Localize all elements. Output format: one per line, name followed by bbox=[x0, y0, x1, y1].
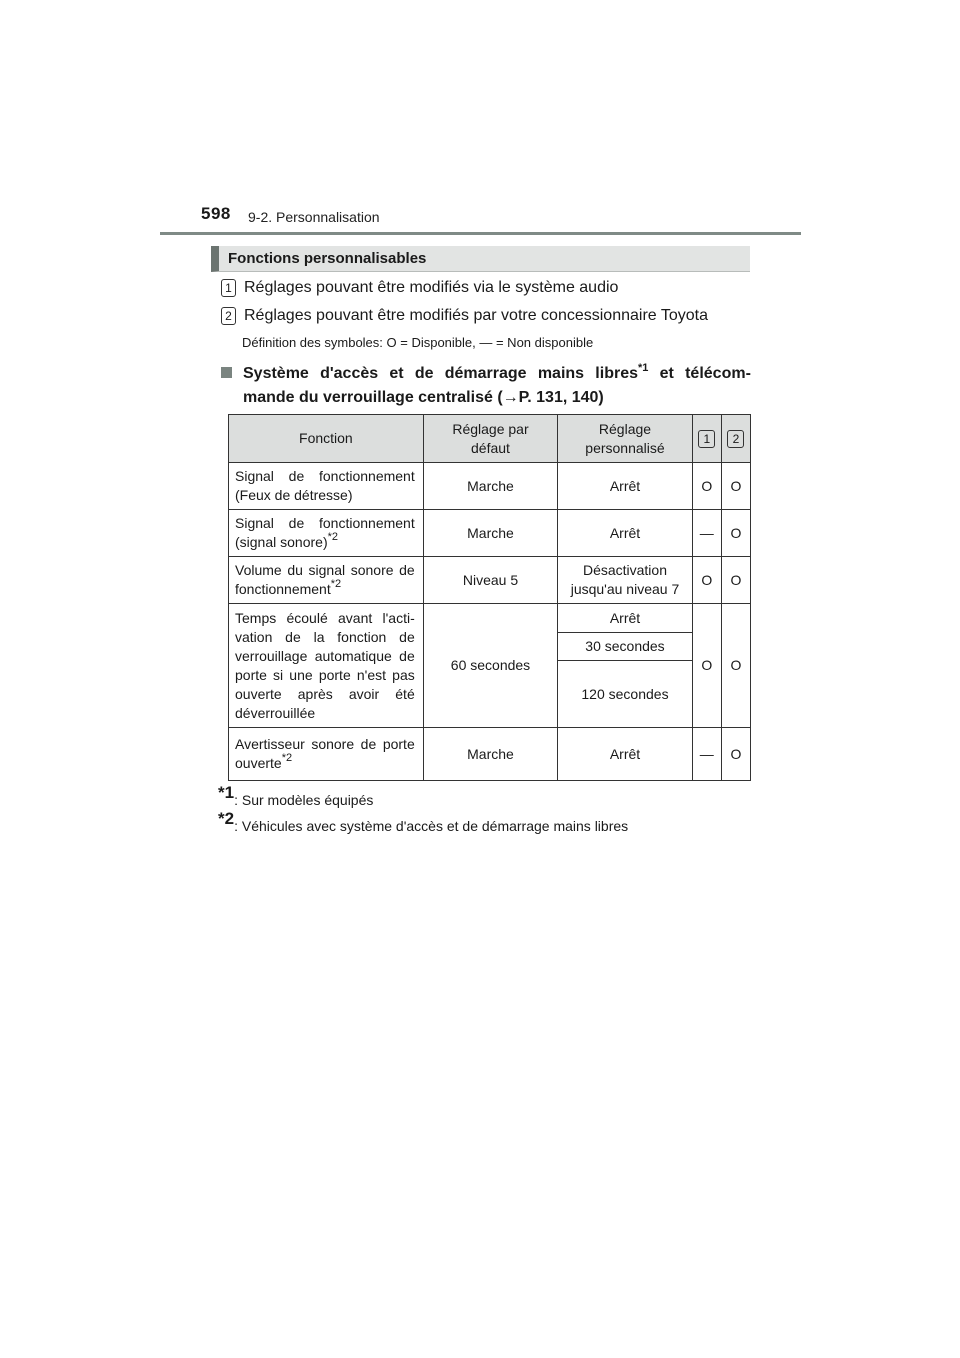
custom-cell: Arrêt bbox=[558, 510, 693, 557]
footnote-ref: *2 bbox=[327, 531, 339, 544]
custom-cell: 120 secondes bbox=[558, 661, 693, 728]
legend-text: Réglages pouvant être modifiés via le système audio bbox=[244, 279, 619, 296]
dealer-availability: O bbox=[721, 604, 750, 728]
audio-availability: O bbox=[692, 604, 721, 728]
footnote-mark: *2 bbox=[218, 809, 235, 829]
footnote-ref: *1 bbox=[637, 361, 649, 374]
number-2-icon: 2 bbox=[221, 307, 236, 325]
footnote-ref: *2 bbox=[281, 752, 293, 765]
table-row bbox=[229, 463, 751, 510]
default-cell: Marche bbox=[423, 728, 558, 781]
dealer-availability: O bbox=[721, 557, 750, 604]
subheading-line-2: mande du verrouillage centralisé (→P. 131, 140) bbox=[243, 389, 604, 406]
audio-availability: O bbox=[692, 557, 721, 604]
audio-availability: O bbox=[692, 463, 721, 510]
table-row bbox=[229, 510, 751, 557]
default-cell: Marche bbox=[423, 510, 558, 557]
number-2-icon: 2 bbox=[727, 430, 744, 448]
header-custom: Réglage personnalisé bbox=[558, 415, 693, 463]
header-audio-col bbox=[692, 415, 721, 463]
dealer-availability: O bbox=[721, 510, 750, 557]
legend-item-dealer bbox=[221, 307, 708, 325]
table-row bbox=[229, 557, 751, 604]
audio-availability: — bbox=[692, 728, 721, 781]
footnote-2: $^{*2}$: Véhicules avec système d'accès et de démarrage mains libres bbox=[218, 809, 629, 834]
legend-text: Réglages pouvant être modifiés par votre concessionnaire Toyota bbox=[244, 307, 708, 324]
default-cell: Marche bbox=[423, 463, 558, 510]
audio-availability: — bbox=[692, 510, 721, 557]
table-row bbox=[229, 728, 751, 781]
custom-cell: Arrêt bbox=[558, 463, 693, 510]
bullet-square-icon bbox=[221, 367, 232, 378]
table-header-row bbox=[229, 415, 751, 463]
symbols-definition: Définition des symboles: O = Disponible, — = Non disponible bbox=[242, 335, 594, 350]
header-default: Réglage par défaut bbox=[423, 415, 558, 463]
section-heading: Fonctions personnalisables bbox=[211, 246, 750, 272]
header-divider bbox=[160, 232, 801, 235]
default-cell: 60 secondes bbox=[423, 604, 558, 728]
section-title: 9-2. Personnalisation bbox=[248, 209, 380, 225]
page-number: 598 bbox=[201, 204, 231, 223]
footnote-ref: *2 bbox=[330, 578, 342, 591]
settings-table bbox=[228, 414, 751, 781]
legend-item-audio bbox=[221, 279, 618, 297]
custom-cell: Arrêt bbox=[558, 728, 693, 781]
table-row bbox=[229, 604, 751, 633]
function-cell: Signal de fonctionnement (Feux de détresse) bbox=[229, 463, 424, 510]
default-cell: Niveau 5 bbox=[423, 557, 558, 604]
dealer-availability: O bbox=[721, 728, 750, 781]
dealer-availability: O bbox=[721, 463, 750, 510]
custom-cell: Désactivation jusqu'au niveau 7 bbox=[558, 557, 693, 604]
function-cell: Volume du signal sonore de fonctionnement$^{*2}$ bbox=[229, 557, 424, 604]
header-dealer-col bbox=[721, 415, 750, 463]
function-cell: Temps écoulé avant l'acti-vation de la fonction de verrouillage automatique de porte si une porte n'est pas ouverte après avoir été déverrouillée bbox=[229, 604, 424, 728]
header-fonction: Fonction bbox=[229, 415, 424, 463]
number-1-icon: 1 bbox=[698, 430, 715, 448]
custom-cell: 30 secondes bbox=[558, 633, 693, 661]
footnote-1: $^{*1}$: Sur modèles équipés bbox=[218, 783, 374, 808]
function-cell: Signal de fonctionnement (signal sonore)$^{*2}$ bbox=[229, 510, 424, 557]
number-1-icon: 1 bbox=[221, 279, 236, 297]
custom-cell: Arrêt bbox=[558, 604, 693, 633]
function-cell: Avertisseur sonore de porte ouverte$^{*2}$ bbox=[229, 728, 424, 781]
subheading-line-1: Système d'accès et de démarrage mains libres$^{*1}$ et télécom- bbox=[243, 361, 751, 382]
footnote-mark: *1 bbox=[218, 783, 235, 803]
